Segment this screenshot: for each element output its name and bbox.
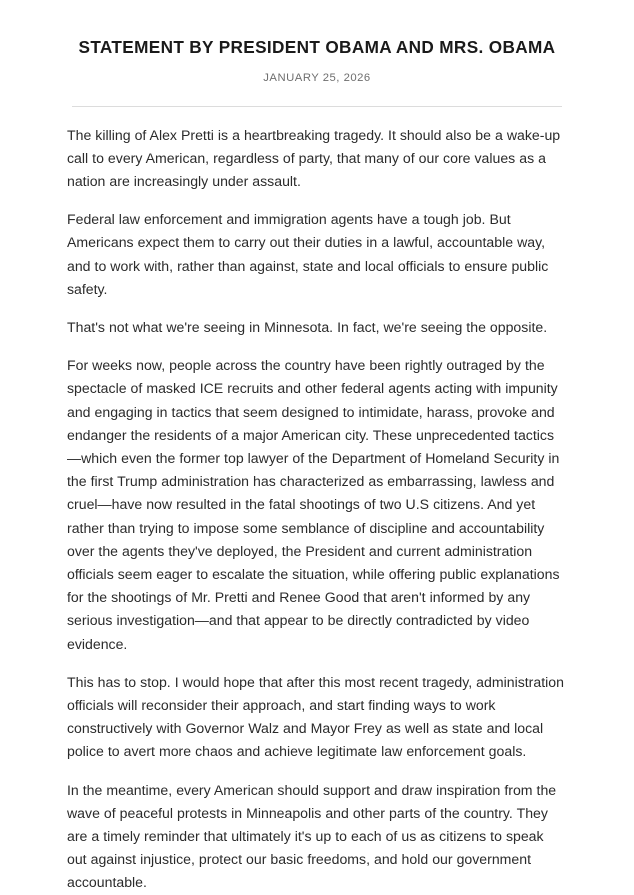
- statement-body: [67, 107, 567, 895]
- paragraph: That's not what we're seeing in Minnesota. In fact, we're seeing the opposite.: [67, 318, 548, 335]
- paragraph: This has to stop. I would hope that after this most recent tragedy, administration officials will reconsider their approach, and start finding ways to work constructively with Governor Walz and Mayor Frey as well as state and local police to avert more chaos and achieve legitimate law enforcement goals.: [67, 673, 564, 760]
- paragraph: For weeks now, people across the country have been rightly outraged by the spectacle of masked ICE recruits and other federal agents acting with impunity and engaging in tactics that seem designed to intimidate, harass, provoke and endanger the residents of a major American city. These unprecedented tactics—which even the former top lawyer of the Department of Homeland Security in the first Trump administration has characterized as embarrassing, lawless and cruel—have now resulted in the fatal shootings of two U.S citizens. And yet rather than trying to impose some semblance of discipline and accountability over the agents they've deployed, the President and current administration officials seem eager to escalate the situation, while offering public explanations for the shootings of Mr. Pretti and Renee Good that aren't informed by any serious investigation—and that appear to be directly contradicted by video evidence.: [67, 357, 560, 652]
- page-title: STATEMENT BY PRESIDENT OBAMA AND MRS. OBAMA: [78, 37, 556, 57]
- document-header: [0, 0, 634, 84]
- paragraph: Federal law enforcement and immigration agents have a tough job. But Americans expect them to carry out their duties in a lawful, accountable way, and to work with, rather than against, state and local officials to ensure public safety.: [67, 211, 549, 297]
- document-date: JANUARY 25, 2026: [263, 71, 371, 84]
- paragraph: In the meantime, every American should support and draw inspiration from the wave of peaceful protests in Minneapolis and other parts of the country. They are a timely reminder that ultimately it's up to each of us as citizens to speak out against injustice, protect our basic freedoms, and hold our government accountable.: [67, 781, 557, 891]
- paragraph: The killing of Alex Pretti is a heartbreaking tragedy. It should also be a wake-up call to every American, regardless of party, that many of our core values as a nation are increasingly under assault.: [67, 126, 561, 189]
